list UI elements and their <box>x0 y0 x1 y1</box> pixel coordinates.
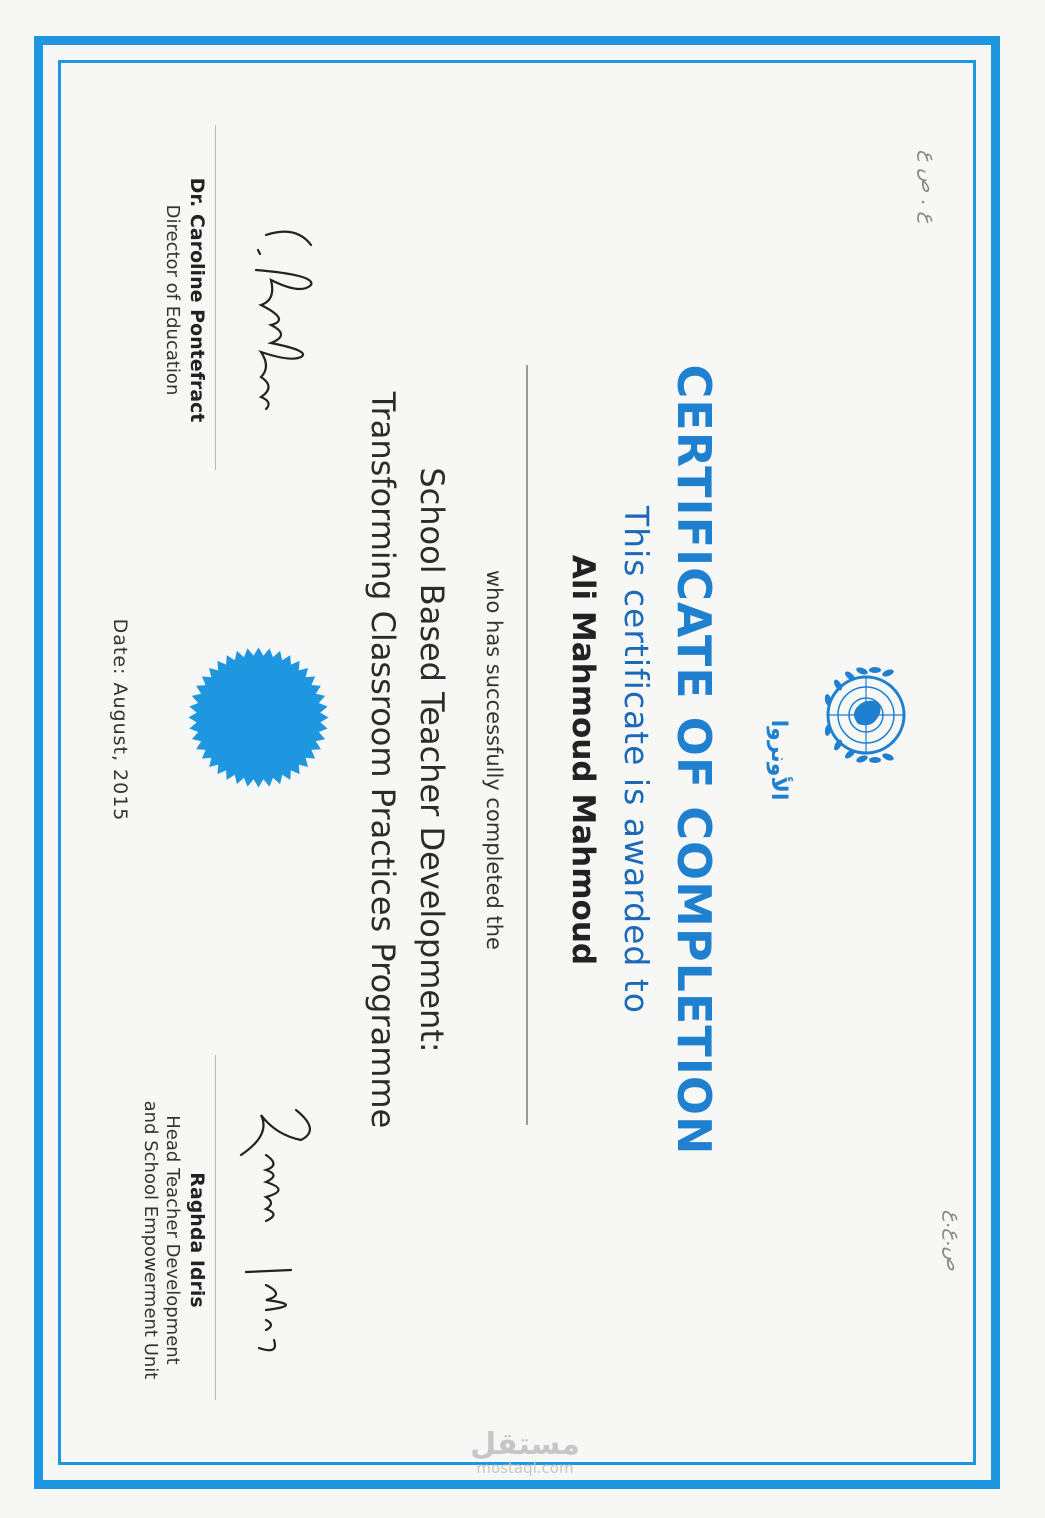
signer-right-role-2: and School Empowerment Unit <box>140 1100 161 1380</box>
signature-line-right <box>215 1055 216 1400</box>
seal-icon <box>186 645 331 790</box>
watermark-site: mostaql.com <box>476 1459 574 1477</box>
handwritten-note-bottom: ص.ع.ع <box>942 1210 966 1271</box>
course-title-line2: Transforming Classroom Practices Programme <box>364 391 402 1129</box>
recipient-name: Ali Mahmoud Mahmoud <box>565 554 601 966</box>
signer-left-role: Director of Education <box>162 204 183 396</box>
watermark-arabic: مستقل <box>470 1427 580 1462</box>
un-emblem-icon <box>786 640 936 790</box>
signer-left-name: Dr. Caroline Pontefract <box>186 177 208 423</box>
course-title-line1: School Based Teacher Development: <box>413 467 451 1053</box>
mostaql-watermark <box>455 1427 595 1477</box>
signer-right-role-1: Head Teacher Development <box>162 1115 183 1365</box>
handwritten-note-top: ع . ص ع <box>917 150 941 224</box>
awarded-text: This certificate is awarded to <box>617 505 656 1015</box>
signature-right <box>221 1060 336 1420</box>
signature-line-left <box>215 125 216 470</box>
certificate-title: CERTIFICATE OF COMPLETION <box>667 364 721 1156</box>
certificate-date: Date: August, 2015 <box>109 618 131 822</box>
signature-left <box>221 120 336 480</box>
unrwa-arabic-label: الأونروا <box>766 719 791 801</box>
certificate-body <box>58 60 976 1465</box>
signer-right-name: Raghda Idris <box>186 1172 208 1308</box>
recipient-underline <box>526 365 528 1125</box>
completed-text: who has successfully completed the <box>482 570 506 950</box>
